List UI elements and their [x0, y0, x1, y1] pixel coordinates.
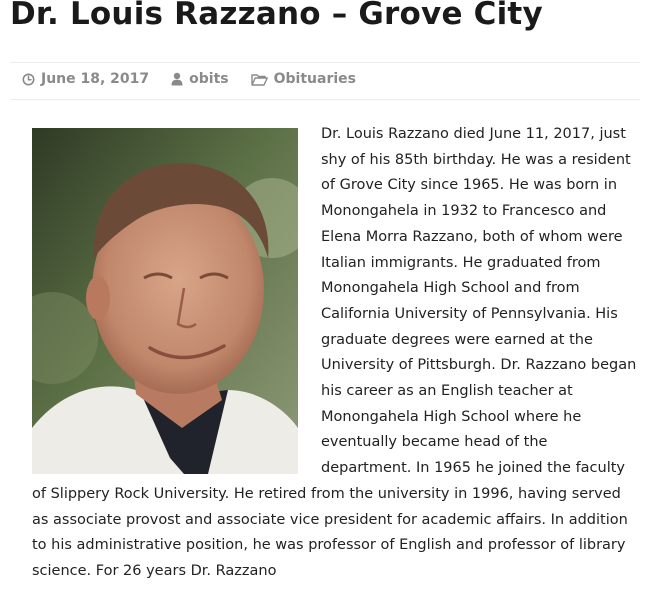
post-category-link[interactable]: Obituaries: [273, 71, 356, 87]
post-date-link[interactable]: June 18, 2017: [41, 71, 150, 87]
post-author[interactable]: [171, 71, 228, 87]
post-body: Dr. Louis Razzano died June 11, 2017, just shy of his 85th birthday. He was a resident of Grove City since 1965. He was born in Monongahela in 1932 to Francesco and Elena Morra Razzano, both of whom were Italian immigrants. He graduated from Monongahela High School and from California University of Pennsylvania. His graduate degrees were earned at the University of Pittsburgh. Dr. Razzano began his career as an English teacher at Monongahela High School where he eventually became head of the department. In 1965 he joined the faculty of Slippery Rock University. He retired from the university in 1996, having served as associate provost and associate vice president for academic affairs. In addition to his administrative position, he was professor of English and professor of library science. For 26 years Dr. Razzano: [32, 126, 637, 579]
post-date[interactable]: [22, 71, 149, 87]
post-meta: [22, 71, 378, 87]
user-icon: [171, 72, 183, 86]
post-category[interactable]: [251, 71, 356, 87]
folder-icon: [251, 73, 268, 86]
post-content: [32, 122, 640, 585]
meta-divider-top: [10, 62, 640, 63]
post-title: Dr. Louis Razzano – Grove City: [10, 0, 543, 32]
portrait-photo: [32, 128, 298, 474]
post-author-link[interactable]: obits: [189, 71, 229, 87]
portrait-image: [32, 128, 298, 474]
clock-icon: [22, 73, 35, 86]
meta-divider-bottom: [10, 99, 640, 100]
